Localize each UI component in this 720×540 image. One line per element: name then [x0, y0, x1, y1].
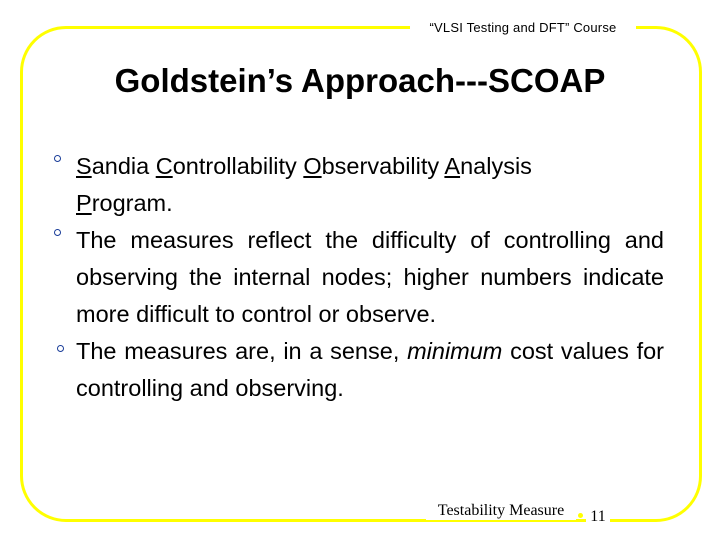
footer-section-label: Testability Measure — [426, 502, 576, 520]
slide-title: Goldstein’s Approach---SCOAP — [114, 62, 606, 99]
footer-dot-icon — [578, 513, 583, 518]
bullet-2-text: The measures reflect the difficulty of controlling and observing the internal nodes; higher numbers indicate more difficult to control or observe. — [76, 227, 664, 327]
bullet-1-seg-3: ontrollability — [172, 153, 304, 179]
bullet-ring-icon — [57, 345, 64, 352]
bullet-1-seg-7: nalysis — [460, 153, 532, 179]
bullet-1-seg-4: O — [303, 153, 322, 179]
bullet-1-seg-5: bservability — [321, 153, 445, 179]
slide-body — [76, 148, 664, 407]
bullet-1-seg-2: C — [155, 153, 173, 179]
bullet-3-emphasis: minimum — [407, 338, 503, 364]
bullet-3-seg-0: The measures are, in a sense, — [76, 338, 408, 364]
bullet-ring-icon — [54, 155, 61, 162]
bullet-1 — [76, 148, 664, 222]
course-header: “VLSI Testing and DFT” Course — [410, 20, 636, 35]
bullet-1-seg-9: rogram. — [91, 190, 173, 216]
bullet-3 — [76, 333, 664, 407]
bullet-1-seg-0: S — [76, 153, 92, 179]
bullet-1-seg-1: andia — [91, 153, 156, 179]
page-number: 11 — [586, 508, 610, 526]
bullet-3-seg-2: cost values for controlling and observing. — [76, 338, 664, 401]
bullet-2 — [76, 222, 664, 333]
bullet-1-seg-8: P — [76, 190, 92, 216]
bullet-ring-icon — [54, 229, 61, 236]
bullet-1-seg-6: A — [444, 153, 461, 179]
